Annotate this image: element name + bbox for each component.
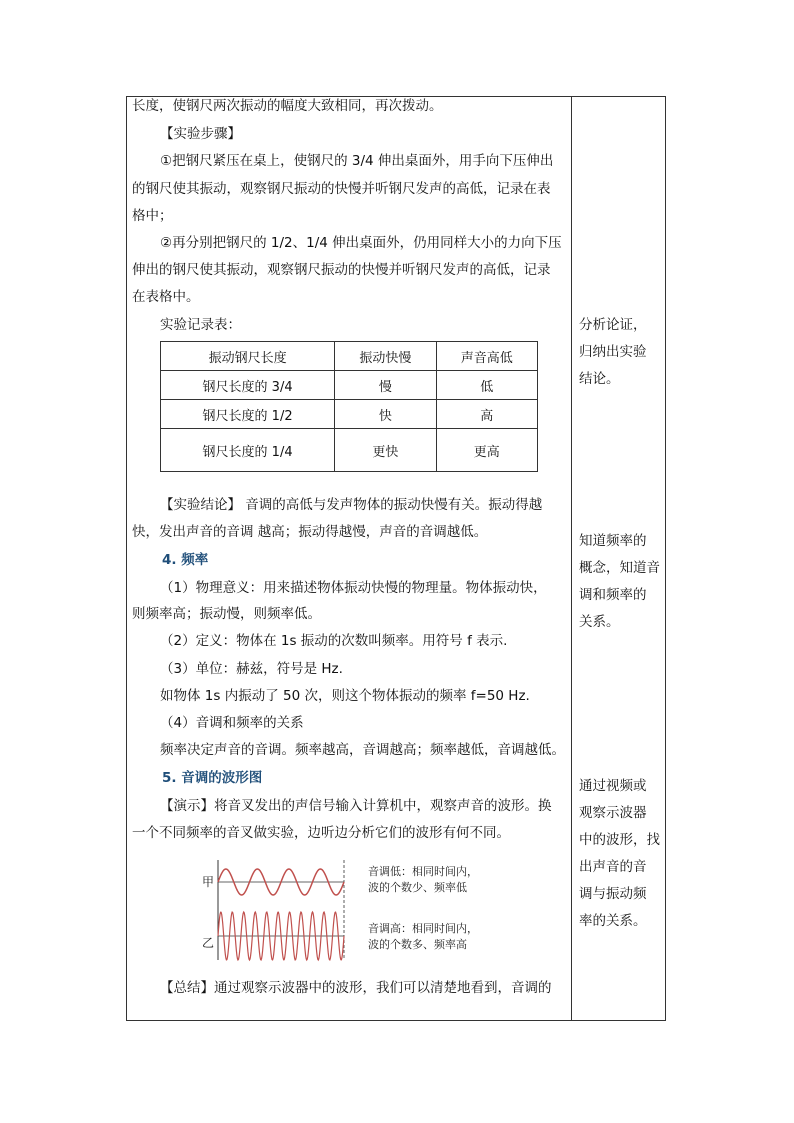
table-header-cell: 振动钢尺长度 [161, 342, 335, 371]
wave-desc: 波的个数少、频率低 [368, 881, 467, 894]
step2-line: ②再分别把钢尺的 1/2、1/4 伸出桌面外，仍用同样大小的力向下压 [160, 235, 562, 251]
waveform-figure [196, 856, 366, 966]
wave-label-b: 乙 [202, 936, 215, 950]
table-cell: 快 [335, 400, 436, 429]
frequency-line: 则频率高；振动慢，则频率低。 [132, 606, 321, 622]
table-cell: 钢尺长度的 3/4 [161, 371, 335, 400]
table-caption: 实验记录表： [160, 317, 241, 333]
table-cell: 高 [436, 400, 537, 429]
side-note-line: 通过视频或 [579, 778, 647, 794]
table-cell: 钢尺长度的 1/2 [161, 400, 335, 429]
table-row [161, 371, 538, 400]
text-line: 长度，使钢尺两次振动的幅度大致相同，再次拨动。 [132, 98, 443, 114]
step1-line: 的钢尺使其振动，观察钢尺振动的快慢并听钢尺发声的高低，记录在表 [132, 181, 551, 197]
table-cell: 更快 [335, 429, 436, 472]
column-divider [571, 96, 572, 1021]
side-note-line: 中的波形，找 [579, 832, 660, 848]
section-heading-waveform: 5. 音调的波形图 [162, 770, 263, 786]
step1-line: 格中； [132, 208, 173, 224]
side-note-line: 知道频率的 [579, 533, 647, 549]
side-note-line: 归纳出实验 [579, 344, 647, 360]
table-cell: 低 [436, 371, 537, 400]
demo-line: 一个不同频率的音叉做实验，边听边分析它们的波形有何不同。 [132, 825, 510, 841]
conclusion-line: 【实验结论】 音调的高低与发声物体的振动快慢有关。振动得越 [160, 497, 543, 513]
frequency-line: （2）定义：物体在 1s 振动的次数叫频率。用符号 f 表示. [160, 633, 508, 649]
steps-title: 【实验步骤】 [160, 126, 241, 142]
table-cell: 更高 [436, 429, 537, 472]
frequency-line: 如物体 1s 内振动了 50 次，则这个物体振动的频率 f=50 Hz. [160, 688, 530, 704]
side-note-line: 关系。 [579, 614, 620, 630]
wave-desc: 音调高：相同时间内， [368, 922, 478, 935]
wave-desc: 波的个数多、频率高 [368, 938, 467, 951]
side-note-line: 分析论证， [579, 317, 647, 333]
side-note-line: 观察示波器 [579, 805, 647, 821]
table-row [161, 429, 538, 472]
table-header-cell: 声音高低 [436, 342, 537, 371]
table-cell: 慢 [335, 371, 436, 400]
summary-line: 【总结】通过观察示波器中的波形，我们可以清楚地看到，音调的 [160, 980, 552, 996]
table-header-row [161, 342, 538, 371]
side-note-line: 概念，知道音 [579, 560, 660, 576]
table-header-cell: 振动快慢 [335, 342, 436, 371]
frequency-line: （3）单位：赫兹，符号是 Hz. [160, 661, 343, 677]
side-note-line: 率的关系。 [579, 913, 647, 929]
side-note-line: 调和频率的 [579, 587, 647, 603]
step2-line: 在表格中。 [132, 289, 200, 305]
side-note-line: 结论。 [579, 371, 620, 387]
table-cell: 钢尺长度的 1/4 [161, 429, 335, 472]
demo-line: 【演示】将音叉发出的声信号输入计算机中，观察声音的波形。换 [160, 798, 552, 814]
step1-line: ①把钢尺紧压在桌上，使钢尺的 3/4 伸出桌面外，用手向下压伸出 [160, 153, 554, 169]
side-note-line: 调与振动频 [579, 886, 647, 902]
section-heading-frequency: 4. 频率 [162, 552, 209, 568]
wave-desc: 音调低：相同时间内， [368, 865, 478, 878]
frequency-line: （1）物理意义：用来描述物体振动快慢的物理量。物体振动快， [160, 580, 547, 596]
table-row [161, 400, 538, 429]
conclusion-line: 快，发出声音的音调 越高；振动得越慢，声音的音调越低。 [132, 524, 488, 540]
step2-line: 伸出的钢尺使其振动，观察钢尺振动的快慢并听钢尺发声的高低，记录 [132, 262, 551, 278]
frequency-line: （4）音调和频率的关系 [160, 715, 304, 731]
record-table [160, 341, 538, 472]
frequency-line: 频率决定声音的音调。频率越高，音调越高；频率越低，音调越低。 [160, 742, 565, 758]
wave-label-a: 甲 [202, 875, 215, 889]
side-note-line: 出声音的音 [579, 859, 647, 875]
